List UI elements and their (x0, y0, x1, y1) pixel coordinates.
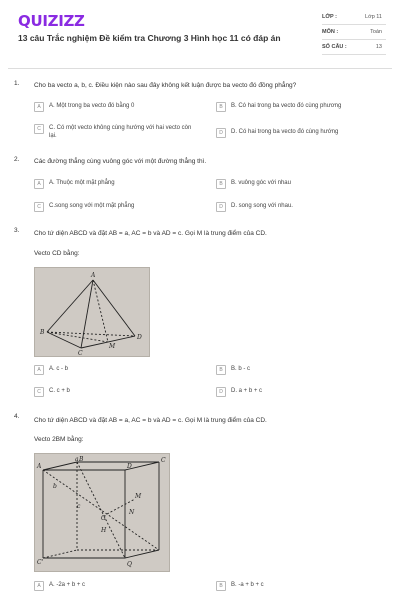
prism-diagram (35, 454, 169, 571)
brand-logo: QUIZIZZ (18, 12, 85, 30)
option-d[interactable] (216, 202, 386, 212)
svg-text:C: C (161, 457, 166, 464)
meta-key: MÔN : (322, 29, 339, 35)
option-text: B. b - c (231, 366, 251, 372)
svg-text:Q: Q (127, 561, 132, 568)
meta-row-count (322, 40, 386, 55)
option-text: A. Một trong ba vecto đó bằng 0 (49, 103, 135, 109)
option-d[interactable] (216, 128, 386, 138)
svg-text:C: C (78, 350, 83, 356)
svg-text:a: a (75, 456, 79, 463)
question-text: Các đường thẳng cùng vuông góc với một đường thẳng thì. (34, 158, 207, 165)
meta-key: LỚP : (322, 14, 337, 20)
option-letter: D (216, 387, 226, 397)
option-a[interactable] (34, 179, 194, 189)
document-title: 13 câu Trắc nghiệm Đề kiểm tra Chương 3 Hình học 11 có đáp án (18, 33, 281, 43)
question-subtext: Vecto CD bằng: (34, 250, 80, 257)
option-c[interactable] (34, 202, 194, 212)
svg-text:D: D (137, 334, 142, 341)
option-letter: C (34, 387, 44, 397)
option-text: C.song song với một mặt phẳng (49, 203, 135, 209)
option-letter: C (34, 124, 44, 134)
svg-text:A: A (37, 463, 42, 470)
option-b[interactable] (216, 365, 386, 375)
svg-text:D: D (127, 463, 132, 470)
option-letter: C (34, 202, 44, 212)
question-text: Cho tứ diện ABCD và đặt AB = a, AC = b và AD = c. Gọi M là trung điểm của CD. (34, 230, 267, 237)
question-number: 3. (14, 227, 20, 234)
option-text: C. Có một vecto không cùng hướng với hai vecto còn lại. (49, 125, 192, 139)
question-number: 4. (14, 413, 20, 420)
meta-value: 13 (375, 44, 382, 50)
tetrahedron-figure (34, 267, 150, 357)
option-b[interactable] (216, 179, 386, 189)
svg-text:A: A (91, 272, 96, 279)
option-text: B. Có hai trong ba vecto đó cùng phương (231, 103, 342, 109)
svg-text:c: c (77, 503, 81, 510)
option-letter: A (34, 102, 44, 112)
option-a[interactable] (34, 581, 194, 591)
option-b[interactable] (216, 102, 386, 112)
question-number: 1. (14, 80, 20, 87)
option-b[interactable] (216, 581, 386, 591)
option-c[interactable] (34, 124, 204, 140)
prism-figure (34, 453, 170, 572)
option-text: D. song song với nhau. (231, 203, 293, 209)
option-text: D. Có hai trong ba vecto đó cùng hướng (231, 129, 339, 135)
option-text: B. vuông góc với nhau (231, 180, 291, 186)
svg-text:b: b (53, 483, 57, 490)
option-letter: B (216, 365, 226, 375)
svg-text:M: M (135, 493, 142, 500)
meta-value: Lớp 11 (365, 14, 382, 20)
option-letter: B (216, 179, 226, 189)
option-text: A. Thuộc một mặt phẳng (49, 180, 115, 186)
svg-text:M: M (109, 343, 116, 350)
question-text: Cho tứ diện ABCD và đặt AB = a, AC = b và AD = c. Gọi M là trung điểm của CD. (34, 417, 267, 424)
option-letter: D (216, 128, 226, 138)
question-text: Cho ba vecto a, b, c. Điều kiện nào sau đây không kết luận được ba vecto đó đồng phẳng? (34, 82, 297, 89)
option-d[interactable] (216, 387, 386, 397)
question-subtext: Vecto 2BM bằng: (34, 436, 84, 443)
meta-key: SỐ CÂU : (322, 44, 347, 50)
option-letter: D (216, 202, 226, 212)
svg-text:B: B (40, 329, 45, 336)
option-a[interactable] (34, 365, 194, 375)
option-text: A. c - b (49, 366, 69, 372)
option-letter: A (34, 179, 44, 189)
option-letter: A (34, 365, 44, 375)
svg-text:C': C' (37, 559, 44, 566)
option-letter: B (216, 102, 226, 112)
header-divider (8, 68, 392, 69)
question-1 (14, 80, 386, 150)
option-text: D. a + b + c (231, 388, 263, 394)
option-text: A. -2a + b + c (49, 582, 86, 588)
meta-row-subject (322, 25, 386, 40)
option-c[interactable] (34, 387, 194, 397)
meta-value: Toán (370, 29, 382, 35)
svg-text:B: B (79, 456, 84, 463)
option-letter: A (34, 581, 44, 591)
meta-table (322, 10, 386, 55)
svg-text:N: N (129, 509, 135, 516)
option-a[interactable] (34, 102, 194, 112)
option-text: C. c + b (49, 388, 70, 394)
question-number: 2. (14, 156, 20, 163)
meta-row-class (322, 10, 386, 25)
question-2 (14, 156, 386, 216)
question-3 (14, 227, 386, 402)
tetrahedron-diagram (35, 268, 149, 356)
svg-text:H: H (101, 527, 107, 534)
option-text: B. -a + b + c (231, 582, 264, 588)
option-letter: B (216, 581, 226, 591)
question-4 (14, 413, 386, 598)
svg-text:G: G (101, 515, 106, 522)
